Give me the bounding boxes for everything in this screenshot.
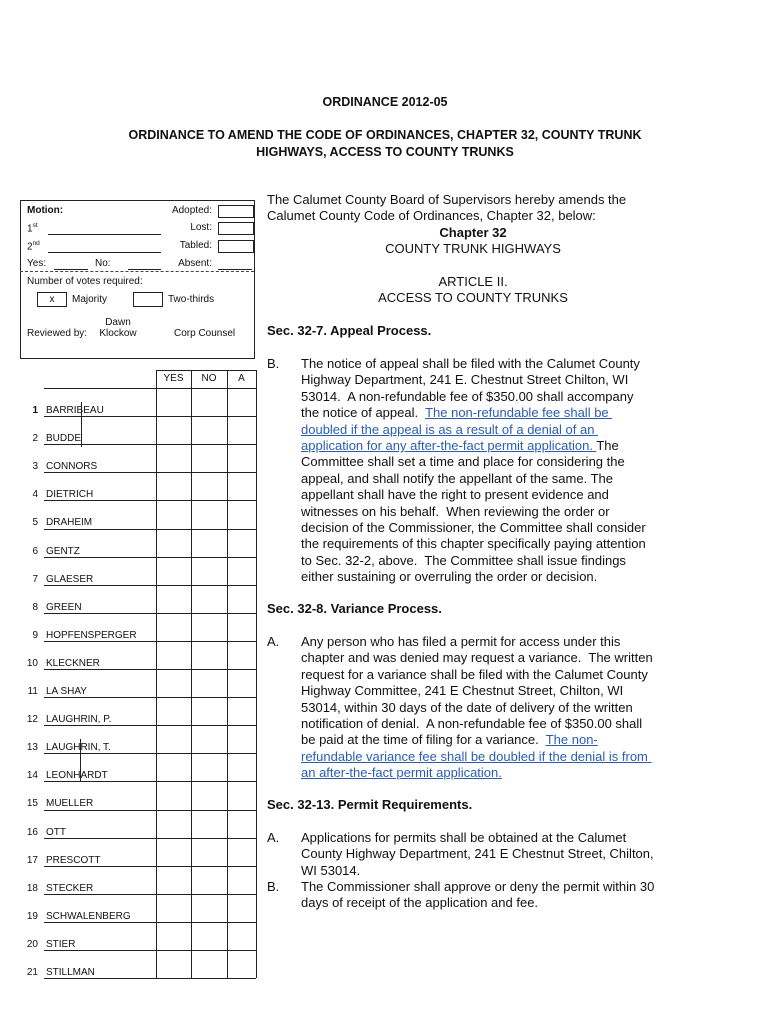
- margin-mark: [80, 739, 81, 781]
- member-number: 19: [26, 910, 38, 922]
- vote-cell-no[interactable]: [192, 530, 226, 556]
- column-header-no: NO: [201, 373, 217, 384]
- para-line: [301, 569, 646, 585]
- vote-cell-yes[interactable]: [157, 389, 190, 415]
- vote-cell-no[interactable]: [192, 754, 226, 780]
- tabled-box[interactable]: [218, 240, 254, 253]
- vote-cell-a[interactable]: [228, 670, 255, 696]
- vote-cell-no[interactable]: [192, 445, 226, 471]
- vote-cell-no[interactable]: [192, 839, 226, 865]
- para-line: [301, 356, 646, 372]
- member-number: 6: [32, 545, 38, 557]
- first-label: 1st: [27, 222, 38, 235]
- vote-cell-no[interactable]: [192, 951, 226, 977]
- vote-cell-a[interactable]: [228, 473, 255, 499]
- member-name: GLAESER: [46, 573, 94, 585]
- sec-32-7-heading: Sec. 32-7. Appeal Process.: [267, 323, 432, 338]
- first-line: [48, 234, 161, 235]
- vote-cell-a[interactable]: [228, 811, 255, 837]
- sec-32-8-heading: Sec. 32-8. Variance Process.: [267, 601, 442, 616]
- column-header-yes: YES: [163, 373, 184, 384]
- member-name: KLECKNER: [46, 657, 100, 669]
- sec-32-13-a-text: [301, 830, 654, 879]
- vote-cell-a[interactable]: [228, 782, 255, 808]
- vote-cell-a[interactable]: [228, 867, 255, 893]
- member-number: 16: [26, 826, 38, 838]
- vote-cell-a[interactable]: [228, 951, 255, 977]
- vote-cell-a[interactable]: [228, 445, 255, 471]
- para-line: [301, 700, 653, 716]
- member-number: 9: [32, 629, 38, 641]
- column-divider: [256, 370, 257, 978]
- chapter-number: Chapter 32: [439, 225, 507, 240]
- vote-cell-yes[interactable]: [157, 867, 190, 893]
- vote-cell-yes[interactable]: [157, 670, 190, 696]
- member-name: DRAHEIM: [46, 517, 93, 529]
- sec-32-8-a-text: [301, 634, 653, 782]
- vote-cell-yes[interactable]: [157, 951, 190, 977]
- sec-32-7-b-text: [301, 356, 646, 586]
- second-line: [48, 252, 161, 253]
- ordinance-text: 53014, within 30 days of the date of delivery of the written: [301, 699, 633, 715]
- ordinance-text: witnesses on his behalf. When reviewing the order or: [301, 503, 610, 519]
- vote-cell-a[interactable]: [228, 923, 255, 949]
- vote-cell-a[interactable]: [228, 614, 255, 640]
- ordinance-title-line1: ORDINANCE TO AMEND THE CODE OF ORDINANCES, CHAPTER 32, COUNTY TRUNK: [128, 128, 642, 142]
- amendment-text: an after-the-fact permit application.: [301, 765, 502, 781]
- majority-checkbox[interactable]: x: [37, 292, 67, 307]
- amendment-text: refundable variance fee shall be doubled if the denial is from: [301, 748, 652, 764]
- row-divider: [44, 978, 256, 979]
- member-name: GREEN: [46, 601, 82, 613]
- member-number: 4: [32, 489, 38, 501]
- member-number: 1: [32, 405, 38, 416]
- member-number: 14: [26, 770, 38, 782]
- ordinance-text: 53014. A non-refundable fee of $350.00 shall accompany: [301, 388, 634, 404]
- para-line: [301, 471, 646, 487]
- para-line: [301, 487, 646, 503]
- para-line: [301, 634, 653, 650]
- para-line: [301, 454, 646, 470]
- ordinance-text: either sustaining or overruling the order or decision.: [301, 569, 598, 585]
- member-number: 10: [26, 657, 38, 669]
- member-number: 20: [26, 938, 38, 950]
- column-header-a: A: [238, 373, 245, 384]
- member-number: 17: [26, 854, 38, 866]
- member-number: 15: [26, 798, 38, 810]
- vote-cell-no[interactable]: [192, 614, 226, 640]
- vote-cell-yes[interactable]: [157, 698, 190, 724]
- ordinance-text: The: [596, 438, 619, 454]
- para-line: [301, 683, 653, 699]
- votes-required-label: Number of votes required:: [27, 276, 143, 287]
- vote-cell-no[interactable]: [192, 782, 226, 808]
- ordinance-text: Applications for permits shall be obtained at the Calumet: [301, 830, 627, 845]
- absent-label: Absent:: [178, 258, 212, 269]
- para-line: [301, 895, 654, 911]
- vote-cell-yes[interactable]: [157, 782, 190, 808]
- sec-32-7-b-label: B.: [267, 356, 280, 371]
- two-thirds-checkbox[interactable]: [133, 292, 163, 307]
- corp-counsel-label: Corp Counsel: [174, 328, 236, 339]
- member-name: MUELLER: [46, 798, 94, 810]
- chapter-title: COUNTY TRUNK HIGHWAYS: [385, 241, 561, 256]
- ordinance-text: notification of denial. A non-refundable fee of $350.00 shall: [301, 716, 643, 732]
- vote-cell-yes[interactable]: [157, 726, 190, 752]
- para-line: [301, 716, 653, 732]
- vote-cell-a[interactable]: [228, 754, 255, 780]
- reviewer-name: Dawn Klockow: [99, 317, 137, 339]
- vote-cell-no[interactable]: [192, 558, 226, 584]
- sec-32-8-a-label: A.: [267, 634, 280, 649]
- vote-cell-a[interactable]: [228, 895, 255, 921]
- para-line: [301, 405, 646, 421]
- ordinance-text: request for a variance shall be filed with the Calumet County: [301, 666, 648, 682]
- vote-cell-a[interactable]: [228, 558, 255, 584]
- sec-32-13-heading: Sec. 32-13. Permit Requirements.: [267, 797, 473, 812]
- vote-cell-yes[interactable]: [157, 473, 190, 499]
- member-name: LAUGHRIN, P.: [46, 714, 112, 726]
- intro-line1: The Calumet County Board of Supervisors hereby amends the: [267, 192, 627, 207]
- amendment-text: doubled if the appeal is as a result of a denial of an: [301, 421, 599, 437]
- para-line: [301, 667, 653, 683]
- sec-32-13-a-label: A.: [267, 830, 280, 845]
- vote-cell-no[interactable]: [192, 417, 226, 443]
- ordinance-text: Highway Committee, 241 E Chestnut Street, Chilton, WI: [301, 683, 624, 699]
- member-number: 8: [32, 601, 38, 613]
- vote-cell-yes[interactable]: [157, 614, 190, 640]
- lost-box[interactable]: [218, 222, 254, 235]
- para-line: [301, 520, 646, 536]
- majority-label: Majority: [72, 294, 108, 305]
- member-name: BARRIBEAU: [46, 405, 104, 416]
- vote-cell-no[interactable]: [192, 923, 226, 949]
- yes-label: Yes:: [27, 258, 47, 269]
- member-name: HOPFENSPERGER: [46, 629, 137, 641]
- para-line: [301, 650, 653, 666]
- reviewed-by-label: Reviewed by:: [27, 328, 88, 339]
- table-top-border: [156, 370, 256, 371]
- vote-cell-no[interactable]: [192, 642, 226, 668]
- vote-cell-no[interactable]: [192, 867, 226, 893]
- vote-cell-no[interactable]: [192, 670, 226, 696]
- ordinance-title-line2: HIGHWAYS, ACCESS TO COUNTY TRUNKS: [256, 145, 514, 159]
- ordinance-text: The Commissioner shall approve or deny the permit within 30: [301, 879, 655, 894]
- margin-mark: [81, 402, 82, 447]
- para-line: [301, 422, 646, 438]
- vote-cell-no[interactable]: [192, 895, 226, 921]
- member-name: LAUGHRIN, T.: [46, 742, 111, 754]
- ordinance-text: Any person who has filed a permit for access under this: [301, 634, 621, 649]
- member-name: STECKER: [46, 882, 94, 894]
- member-number: 21: [26, 967, 38, 978]
- para-line: [301, 830, 654, 846]
- vote-cell-a[interactable]: [228, 417, 255, 443]
- member-number: 18: [26, 882, 38, 894]
- para-line: [301, 438, 646, 454]
- para-line: [301, 765, 653, 781]
- member-name: LEONHARDT: [46, 770, 108, 782]
- ordinance-text: County Highway Department, 241 E Chestnut Street, Chilton,: [301, 846, 654, 862]
- vote-cell-yes[interactable]: [157, 895, 190, 921]
- vote-cell-yes[interactable]: [157, 811, 190, 837]
- para-line: [301, 372, 646, 388]
- ordinance-text: WI 53014.: [301, 862, 361, 878]
- member-number: 11: [27, 686, 38, 697]
- vote-cell-a[interactable]: [228, 530, 255, 556]
- vote-cell-a[interactable]: [228, 389, 255, 415]
- ordinance-text: the requirements of this chapter specifically paying attention: [301, 536, 646, 552]
- ordinance-text: Highway Department, 241 E. Chestnut Street Chilton, WI: [301, 372, 629, 388]
- vote-cell-a[interactable]: [228, 726, 255, 752]
- vote-cell-yes[interactable]: [157, 417, 190, 443]
- para-line: [301, 879, 654, 895]
- ordinance-number: ORDINANCE 2012-05: [322, 95, 448, 109]
- member-name: GENTZ: [46, 545, 80, 557]
- amendment-text: The non-refundable fee shall be: [425, 405, 613, 421]
- vote-cell-no[interactable]: [192, 473, 226, 499]
- para-line: [301, 553, 646, 569]
- vote-cell-a[interactable]: [228, 642, 255, 668]
- member-number: 12: [26, 714, 38, 726]
- adopted-label: Adopted:: [171, 205, 212, 216]
- ordinance-text: chapter and was denied may request a variance. The written: [301, 650, 653, 666]
- lost-label: Lost:: [190, 222, 212, 233]
- member-number: 13: [26, 742, 38, 754]
- vote-cell-yes[interactable]: [157, 923, 190, 949]
- member-name: CONNORS: [46, 461, 98, 473]
- member-name: SCHWALENBERG: [46, 910, 131, 922]
- para-line: [301, 389, 646, 405]
- two-thirds-label: Two-thirds: [168, 294, 215, 305]
- article-title: ACCESS TO COUNTY TRUNKS: [378, 290, 568, 305]
- member-name: PRESCOTT: [46, 854, 101, 866]
- ordinance-text: decision of the Commissioner, the Committee shall consider: [301, 520, 646, 536]
- ordinance-text: the notice of appeal.: [301, 405, 426, 421]
- sec-32-13-b-label: B.: [267, 879, 280, 894]
- vote-cell-a[interactable]: [228, 839, 255, 865]
- vote-cell-no[interactable]: [192, 811, 226, 837]
- member-name: STIER: [46, 938, 76, 950]
- member-number: 7: [32, 573, 38, 585]
- vote-cell-yes[interactable]: [157, 754, 190, 780]
- vote-cell-yes[interactable]: [157, 558, 190, 584]
- para-line: [301, 536, 646, 552]
- adopted-box[interactable]: [218, 205, 254, 218]
- tabled-label: Tabled:: [179, 240, 212, 251]
- vote-cell-yes[interactable]: [157, 445, 190, 471]
- ordinance-text: days of receipt of the application and fee.: [301, 895, 539, 911]
- vote-cell-a[interactable]: [228, 698, 255, 724]
- vote-cell-yes[interactable]: [157, 530, 190, 556]
- vote-cell-no[interactable]: [192, 501, 226, 527]
- member-number: 3: [32, 461, 38, 473]
- motion-label: Motion:: [27, 205, 64, 216]
- ordinance-text: The notice of appeal shall be filed with the Calumet County: [301, 356, 640, 371]
- vote-cell-no[interactable]: [192, 726, 226, 752]
- no-label: No:: [95, 258, 111, 269]
- member-name: OTT: [46, 826, 66, 838]
- ordinance-text: be paid at the time of filing for a variance.: [301, 732, 546, 748]
- motion-divider: [20, 271, 254, 272]
- intro-line2: Calumet County Code of Ordinances, Chapter 32, below:: [267, 208, 596, 223]
- amendment-text: The non-: [545, 732, 598, 748]
- member-name: BUDDE: [46, 433, 82, 445]
- para-line: [301, 504, 646, 520]
- ordinance-text: appeal, and shall notify the appellant of the same. The: [301, 470, 613, 486]
- member-name: STILLMAN: [46, 967, 95, 978]
- para-line: [301, 732, 653, 748]
- member-number: 2: [32, 433, 38, 445]
- para-line: [301, 846, 654, 862]
- ordinance-text: appellant shall have the right to present evidence and: [301, 487, 609, 503]
- vote-cell-no[interactable]: [192, 389, 226, 415]
- para-line: [301, 749, 653, 765]
- amendment-text: application for any after-the-fact permit application.: [301, 438, 597, 454]
- vote-cell-yes[interactable]: [157, 586, 190, 612]
- vote-cell-no[interactable]: [192, 586, 226, 612]
- no-line: [128, 269, 161, 270]
- vote-cell-a[interactable]: [228, 586, 255, 612]
- ordinance-text: Committee shall set a time and place for considering the: [301, 454, 625, 470]
- ordinance-text: to Sec. 32-2, above. The Committee shall issue findings: [301, 552, 626, 568]
- vote-cell-yes[interactable]: [157, 839, 190, 865]
- article-number: ARTICLE II.: [438, 274, 508, 289]
- yes-line: [54, 269, 88, 270]
- vote-cell-a[interactable]: [228, 501, 255, 527]
- vote-cell-yes[interactable]: [157, 501, 190, 527]
- second-label: 2nd: [27, 240, 40, 253]
- vote-cell-no[interactable]: [192, 698, 226, 724]
- absent-line: [218, 269, 252, 270]
- para-line: [301, 863, 654, 879]
- member-name: LA SHAY: [46, 686, 87, 697]
- member-name: DIETRICH: [46, 489, 94, 501]
- member-number: 5: [32, 517, 38, 529]
- sec-32-13-b-text: [301, 879, 654, 912]
- vote-cell-yes[interactable]: [157, 642, 190, 668]
